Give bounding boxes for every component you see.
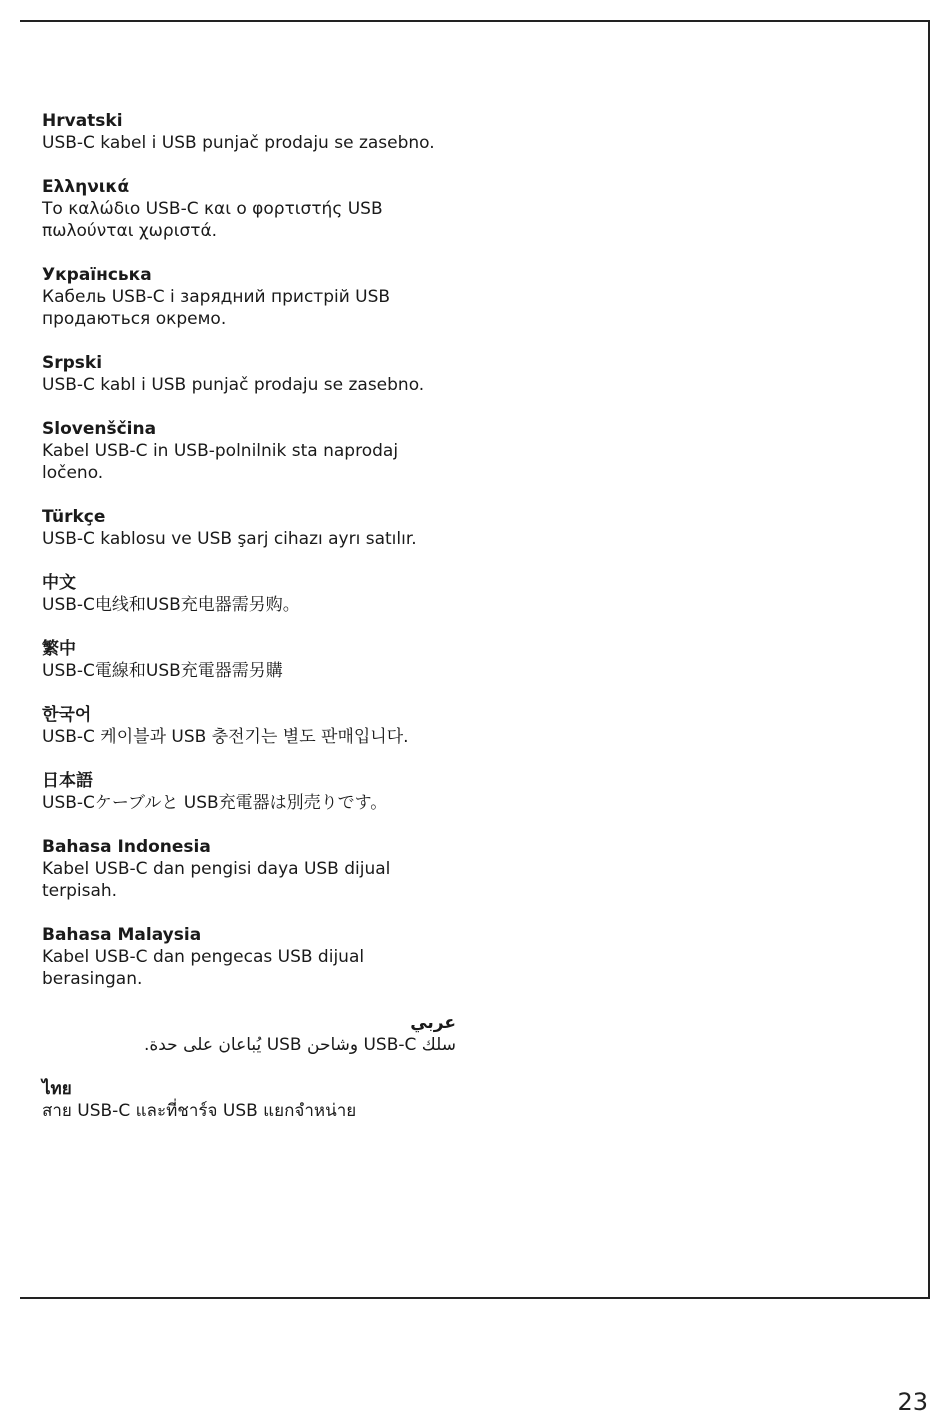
language-text: Kabel USB-C in USB-polnilnik sta naprodaj ločeno. — [42, 441, 399, 483]
section-korean — [42, 704, 462, 748]
section-hrvatski — [42, 110, 462, 154]
language-text: USB-C 케이블과 USB 충전기는 별도 판매입니다. — [42, 727, 409, 747]
language-text: Kabel USB-C dan pengisi daya USB dijual terpisah. — [42, 859, 391, 901]
language-heading: 日本語 — [42, 771, 93, 791]
language-heading: Srpski — [42, 353, 103, 373]
language-text: USB-C kabl i USB punjač prodaju se zasebno. — [42, 375, 425, 395]
section-bahasa-indonesia — [42, 836, 462, 902]
section-ukrainian — [42, 264, 462, 330]
language-text: سلك USB-C وشاحن USB يُباعان على حدة. — [143, 1035, 456, 1055]
language-text: USB-Cケーブルと USB充電器は別売りです。 — [42, 793, 388, 813]
language-text: Kabel USB-C dan pengecas USB dijual berasingan. — [42, 947, 365, 989]
language-text: USB-C kablosu ve USB şarj cihazı ayrı satılır. — [42, 529, 417, 549]
language-heading: Hrvatski — [42, 111, 123, 131]
section-srpski — [42, 352, 462, 396]
language-heading: Türkçe — [42, 507, 106, 527]
language-text: USB-C电线和USB充电器需另购。 — [42, 595, 300, 615]
section-japanese — [42, 770, 462, 814]
section-slovenscina — [42, 418, 462, 484]
section-greek — [42, 176, 462, 242]
language-text: USB-C電線和USB充電器需另購 — [42, 661, 283, 681]
language-list — [42, 110, 462, 1144]
language-heading: Slovenščina — [42, 419, 157, 439]
language-heading: Ελληνικά — [42, 177, 130, 197]
page-number: 23 — [897, 1388, 928, 1416]
language-heading: 中文 — [42, 573, 76, 593]
language-text: Кабель USB-C і зарядний пристрій USB продаються окремо. — [42, 287, 391, 329]
language-heading: Bahasa Indonesia — [42, 837, 211, 857]
language-heading: Українська — [42, 265, 152, 285]
section-chinese-simplified — [42, 572, 462, 616]
section-bahasa-malaysia — [42, 924, 462, 990]
language-heading: 한국어 — [42, 705, 92, 725]
language-heading: Bahasa Malaysia — [42, 925, 202, 945]
language-text: USB-C kabel i USB punjač prodaju se zasebno. — [42, 133, 435, 153]
language-heading: 繁中 — [42, 639, 76, 659]
section-chinese-traditional — [42, 638, 462, 682]
language-heading: ไทย — [42, 1079, 72, 1099]
section-arabic — [42, 1012, 456, 1056]
language-text: Το καλώδιο USB-C και ο φορτιστής USB πωλούνται χωριστά. — [42, 199, 383, 241]
language-heading: عربي — [410, 1013, 456, 1033]
language-text: สาย USB-C และที่ชาร์จ USB แยกจำหน่าย — [42, 1101, 357, 1121]
section-turkce — [42, 506, 462, 550]
section-thai — [42, 1078, 462, 1122]
